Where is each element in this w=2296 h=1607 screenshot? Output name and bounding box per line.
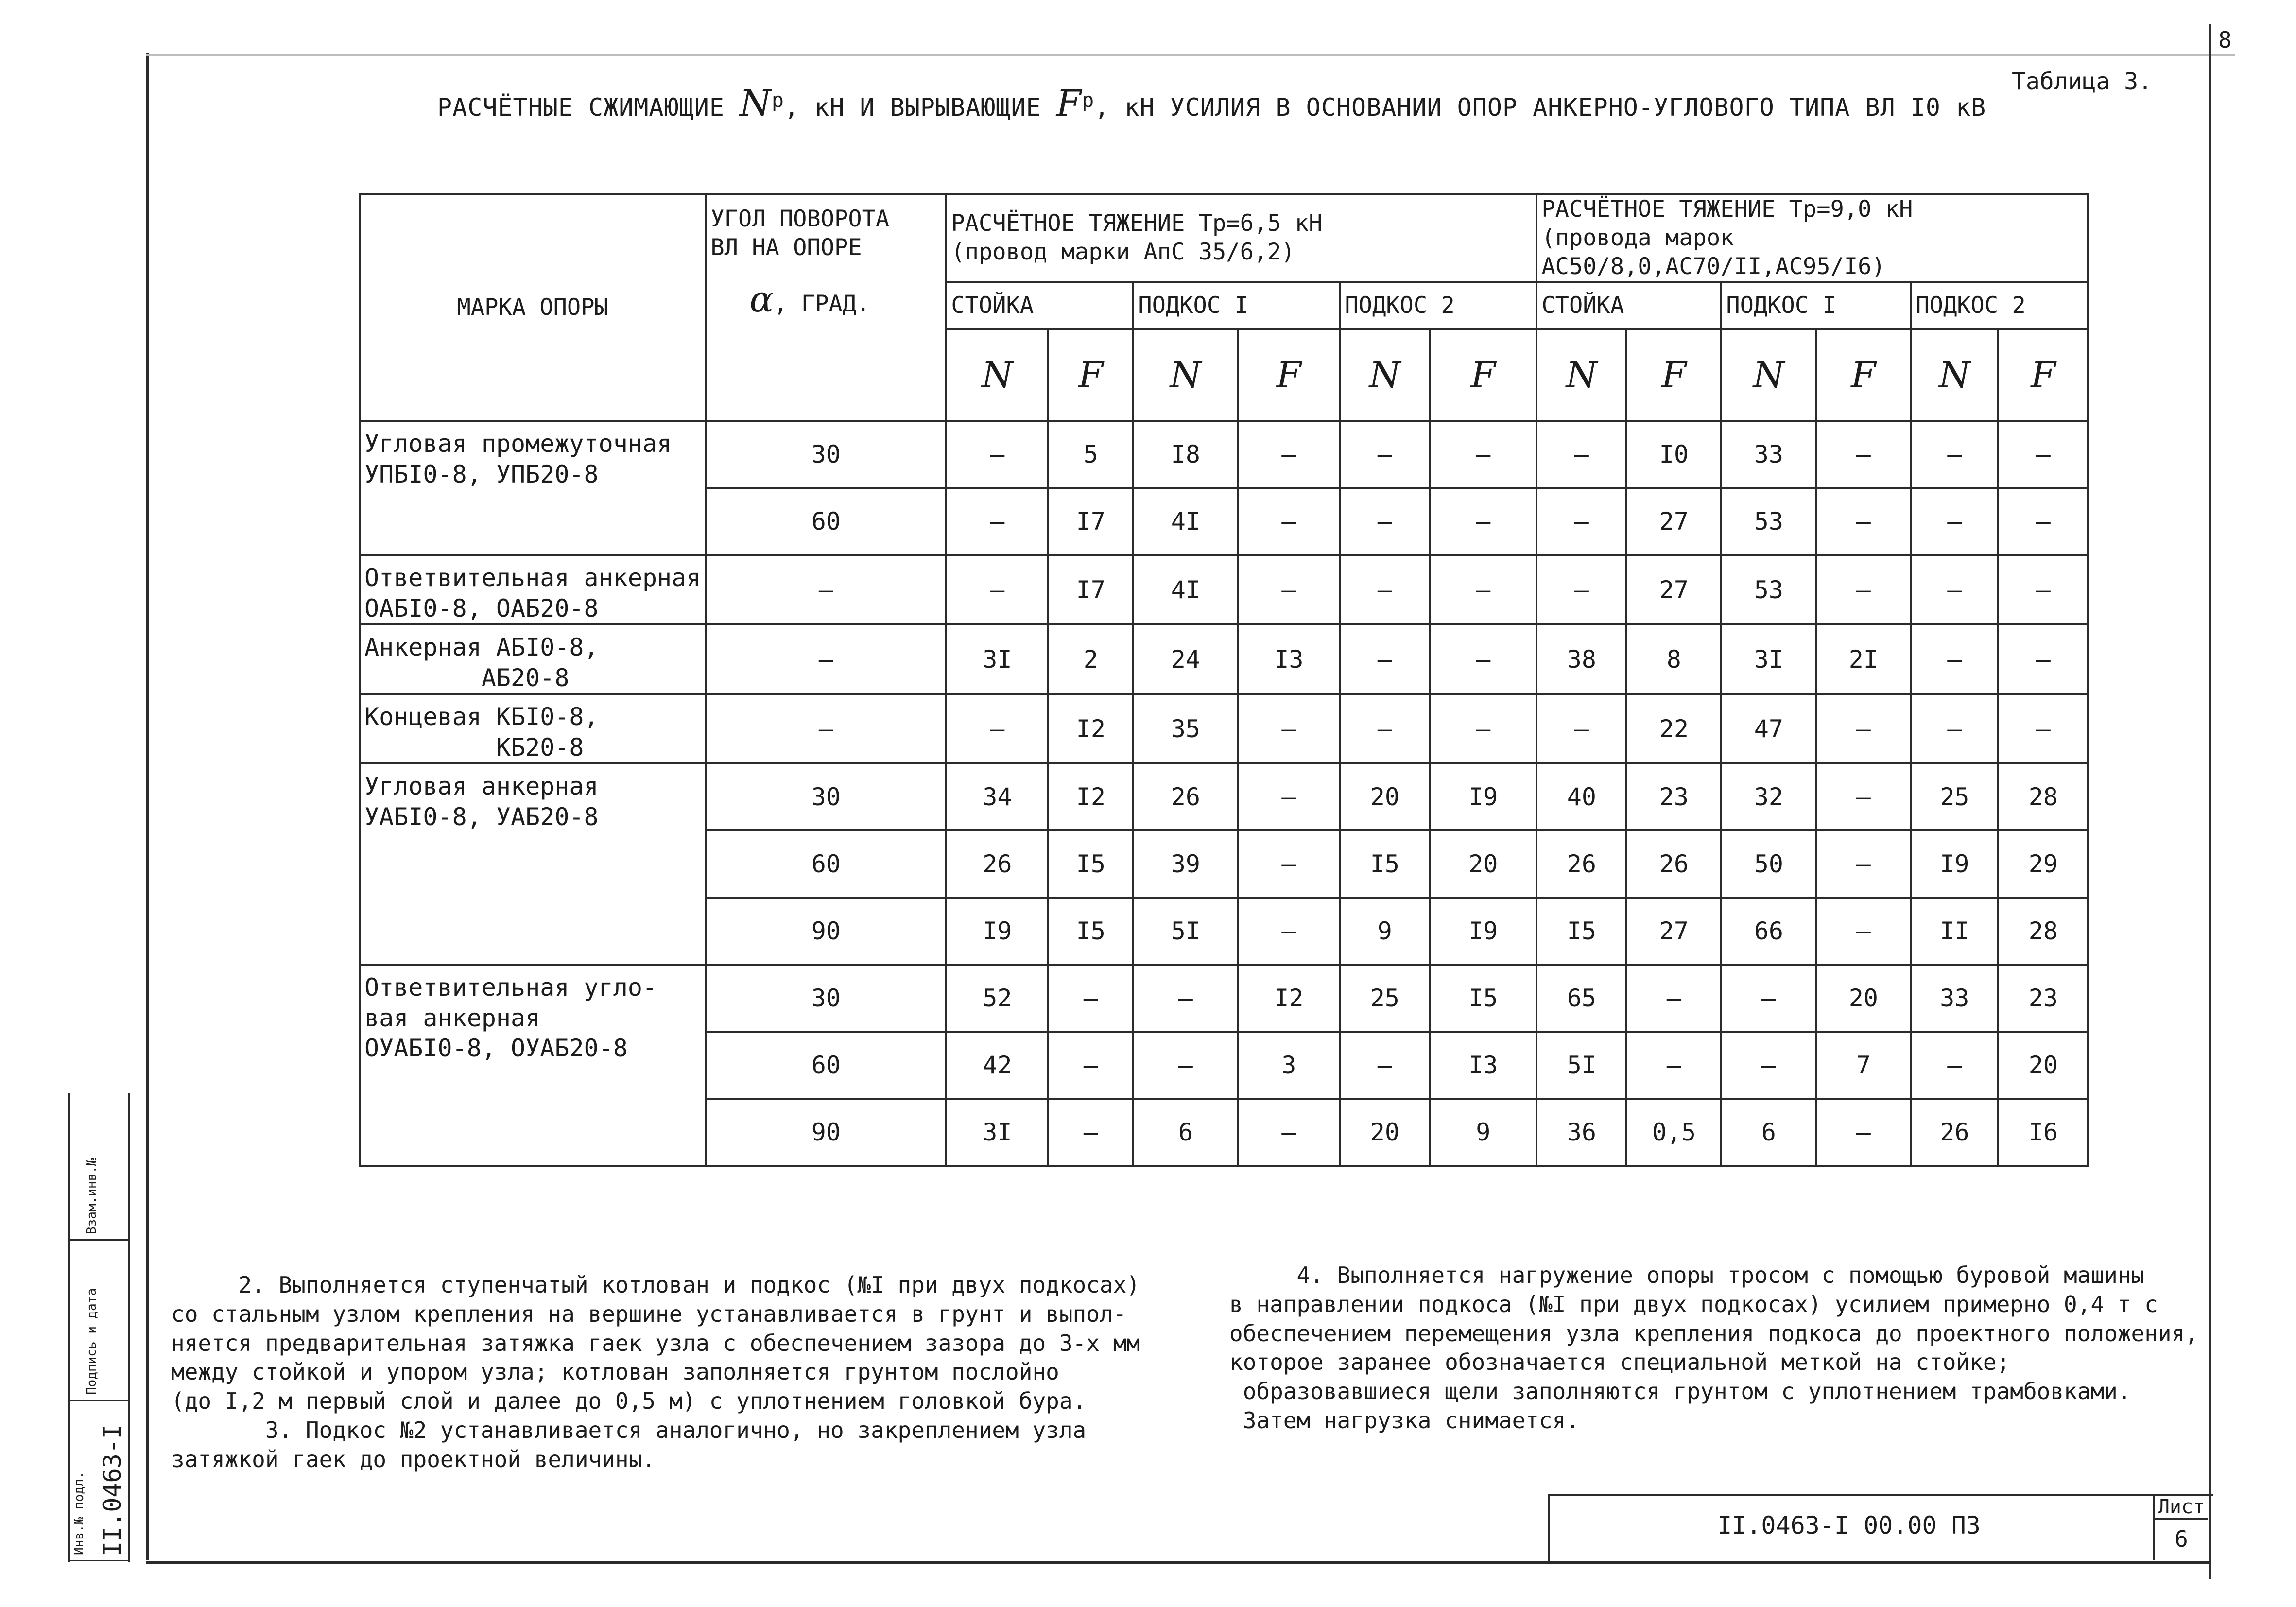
header-angle-unit-line [710,277,941,322]
table-label: Таблица 3. [2012,68,2152,95]
frame-left-border [146,53,149,1560]
header-group1-line1: РАСЧЁТНОЕ ТЯЖЕНИЕ Тр=6,5 кН [951,210,1323,237]
header-g1-podkos1: ПОДКОС I [1133,282,1340,329]
value-cell: – [1998,555,2088,624]
value-cell: 32 [1721,763,1816,830]
value-cell: I0 [1626,421,1721,488]
value-cell: I2 [1238,965,1340,1032]
value-cell: 33 [1721,421,1816,488]
side-sign-cell [70,1239,128,1401]
header-symbol-f: F [1998,329,2088,421]
header-symbol-n: N [946,329,1048,421]
value-cell: 7 [1816,1032,1911,1099]
value-cell: – [946,421,1048,488]
value-cell: – [1998,421,2088,488]
value-cell: – [1721,1032,1816,1099]
value-cell: 23 [1998,965,2088,1032]
value-cell: 6 [1133,1099,1238,1166]
value-cell: I3 [1238,624,1340,694]
value-cell: I7 [1048,488,1133,555]
value-cell: 2 [1048,624,1133,694]
angle-cell: 30 [706,965,946,1032]
header-symbol-n: N [1911,329,1998,421]
table-row [360,624,2088,694]
header-group2-line2: (провода марок АС50/8,0,АС70/II,АС95/I6) [1541,224,1885,280]
value-cell: 4I [1133,555,1238,624]
value-cell: I5 [1340,830,1430,898]
value-cell: 4I [1133,488,1238,555]
value-cell: – [1536,694,1626,763]
angle-alpha-symbol: α [749,278,774,320]
value-cell: I2 [1048,694,1133,763]
value-cell: – [1998,694,2088,763]
value-cell: 26 [946,830,1048,898]
angle-cell: 90 [706,1099,946,1166]
value-cell: – [1238,421,1340,488]
support-mark: Анкерная АБI0-8, АБ20-8 [360,624,706,694]
value-cell: – [1536,421,1626,488]
value-cell: – [1340,421,1430,488]
header-symbol-f: F [1816,329,1911,421]
header-group2 [1536,194,2088,282]
value-cell: – [946,488,1048,555]
value-cell: 53 [1721,488,1816,555]
value-cell: 22 [1626,694,1721,763]
support-mark: Угловая анкерная УАБI0-8, УАБ20-8 [360,763,706,965]
header-group2-line1: РАСЧЁТНОЕ ТЯЖЕНИЕ Тр=9,0 кН [1541,196,1913,223]
header-group1 [946,194,1536,282]
value-cell: I9 [946,898,1048,965]
side-sign-label: Подпись и дата [85,1288,99,1395]
value-cell: 28 [1998,763,2088,830]
title-f-symbol: F [1056,83,1082,124]
value-cell: 38 [1536,624,1626,694]
value-cell: – [1721,965,1816,1032]
value-cell: – [1430,421,1536,488]
value-cell: – [1340,694,1430,763]
value-cell: 0,5 [1626,1099,1721,1166]
value-cell: – [1816,694,1911,763]
angle-cell: – [706,555,946,624]
value-cell: 6 [1721,1099,1816,1166]
value-cell: – [1626,965,1721,1032]
value-cell: 3I [946,624,1048,694]
value-cell: – [1340,1032,1430,1099]
value-cell: – [1238,555,1340,624]
value-cell: – [1911,555,1998,624]
value-cell: – [1430,694,1536,763]
value-cell: 33 [1911,965,1998,1032]
value-cell: – [1048,965,1133,1032]
value-cell: I7 [1048,555,1133,624]
value-cell: 23 [1626,763,1721,830]
header-group1-line2: (провод марки АпС 35/6,2) [951,239,1295,266]
value-cell: 29 [1998,830,2088,898]
value-cell: – [1133,965,1238,1032]
value-cell: 26 [1911,1099,1998,1166]
value-cell: 52 [946,965,1048,1032]
note-right: 4. Выполняется нагружение опоры тросом с помощью буровой машины в направлении подкоса (№I при двух подкосах) усилием примерно 0,4 т с обеспечением перемещения узла крепления подкоса до проектного положения, которое заранее обозначается специальной меткой на стойке; образовавшиеся щели заполняются грунтом с уплотнением трамбовками. Затем нагрузка снимается. [1229,1262,2198,1434]
angle-cell: 30 [706,763,946,830]
header-angle [706,194,946,421]
side-stamp-strip [68,1093,130,1562]
value-cell: 8 [1626,624,1721,694]
value-cell: – [1816,1099,1911,1166]
value-cell: – [1536,488,1626,555]
sheet-label: Лист [2155,1496,2208,1520]
value-cell: I5 [1536,898,1626,965]
table-row [360,421,2088,488]
value-cell: – [1238,1099,1340,1166]
header-g2-stoyka: СТОЙКА [1536,282,1721,329]
value-cell: 5I [1133,898,1238,965]
value-cell: 53 [1721,555,1816,624]
value-cell: – [1430,555,1536,624]
side-swap-label: Взам.инв.№ [85,1158,99,1234]
title-part3: , кН УСИЛИЯ В ОСНОВАНИИ ОПОР АНКЕРНО-УГЛОВОГО ТИПА ВЛ I0 кВ [1094,93,1986,121]
frame-top-border [146,54,2235,56]
value-cell: – [1816,763,1911,830]
value-cell: – [1998,624,2088,694]
note-left: 2. Выполняется ступенчатый котлован и подкос (№I при двух подкосах) со стальным узлом крепления на вершине устанавливается в грунт и выпол- няется предварительная затяжка гаек узла с обеспечением зазора до 3-х мм между стойкой и упором узла; котлован заполняется грунтом послойно (до I,2 м первый слой и далее до 0,5 м) с уплотнением головкой бура. 3. Подкос №2 устанавливается аналогично, но закреплением узла затяжкой гаек до проектной величины. [171,1272,1140,1472]
title-n-superscript: р [771,88,784,112]
value-cell: – [1911,624,1998,694]
angle-cell: 30 [706,421,946,488]
value-cell: I3 [1430,1032,1536,1099]
value-cell: – [1340,488,1430,555]
value-cell: 24 [1133,624,1238,694]
value-cell: I5 [1430,965,1536,1032]
value-cell: – [1816,488,1911,555]
value-cell: 9 [1430,1099,1536,1166]
value-cell: 25 [1340,965,1430,1032]
value-cell: 25 [1911,763,1998,830]
value-cell: – [1238,830,1340,898]
value-cell: 36 [1536,1099,1626,1166]
document-title [437,83,1986,124]
header-g2-podkos1: ПОДКОС I [1721,282,1911,329]
title-n-symbol: N [740,83,772,124]
angle-cell: 60 [706,830,946,898]
value-cell: – [1430,488,1536,555]
value-cell: – [946,555,1048,624]
support-mark: Ответвительная угло- вая анкерная ОУАБI0-8, ОУАБ20-8 [360,965,706,1166]
header-symbol-f: F [1238,329,1340,421]
header-g1-stoyka: СТОЙКА [946,282,1133,329]
value-cell: – [1816,830,1911,898]
angle-cell: 60 [706,1032,946,1099]
title-block-code: II.0463-I 00.00 ПЗ [1717,1511,1981,1539]
header-symbol-f: F [1626,329,1721,421]
page-number: 8 [2209,25,2240,54]
side-code: II.0463-I [98,1424,126,1556]
value-cell: 3I [946,1099,1048,1166]
value-cell: – [1238,694,1340,763]
value-cell: – [1816,898,1911,965]
title-f-superscript: р [1082,88,1095,112]
value-cell: 47 [1721,694,1816,763]
value-cell: 5I [1536,1032,1626,1099]
value-cell: 3 [1238,1032,1340,1099]
value-cell: 35 [1133,694,1238,763]
table-row [360,694,2088,763]
forces-table [359,193,2089,1167]
value-cell: – [1911,694,1998,763]
support-mark: Угловая промежуточная УПБI0-8, УПБ20-8 [360,421,706,555]
value-cell: – [1340,624,1430,694]
value-cell: I5 [1048,830,1133,898]
side-inv-cell [70,1400,128,1561]
value-cell: – [1238,763,1340,830]
value-cell: – [1238,488,1340,555]
value-cell: I9 [1430,763,1536,830]
value-cell: – [1048,1099,1133,1166]
value-cell: I9 [1911,830,1998,898]
header-symbol-n: N [1340,329,1430,421]
angle-cell: – [706,624,946,694]
value-cell: – [1238,898,1340,965]
value-cell: I2 [1048,763,1133,830]
value-cell: 20 [1998,1032,2088,1099]
sheet-number: 6 [2175,1526,2188,1552]
value-cell: – [1048,1032,1133,1099]
value-cell: – [1626,1032,1721,1099]
value-cell: 20 [1430,830,1536,898]
angle-cell: 90 [706,898,946,965]
value-cell: 65 [1536,965,1626,1032]
value-cell: I6 [1998,1099,2088,1166]
title-part2: , кН И ВЫРЫВАЮЩИЕ [784,93,1056,121]
angle-cell: – [706,694,946,763]
table-row [360,555,2088,624]
side-inv-label: Инв.№ подл. [72,1471,86,1555]
value-cell: – [1536,555,1626,624]
header-symbol-n: N [1536,329,1626,421]
value-cell: 40 [1536,763,1626,830]
value-cell: I8 [1133,421,1238,488]
header-angle-line1: УГОЛ ПОВОРОТА [710,206,890,232]
header-mark: МАРКА ОПОРЫ [360,194,706,421]
table-row [360,763,2088,830]
value-cell: 27 [1626,555,1721,624]
value-cell: 66 [1721,898,1816,965]
value-cell: 39 [1133,830,1238,898]
header-symbol-n: N [1133,329,1238,421]
value-cell: 26 [1536,830,1626,898]
value-cell: 42 [946,1032,1048,1099]
side-swap-cell [70,1093,128,1241]
value-cell: – [1911,488,1998,555]
value-cell: – [1998,488,2088,555]
header-symbol-f: F [1430,329,1536,421]
value-cell: – [1340,555,1430,624]
value-cell: 27 [1626,488,1721,555]
value-cell: – [946,694,1048,763]
title-part1: РАСЧЁТНЫЕ СЖИМАЮЩИЕ [437,93,740,121]
value-cell: 20 [1340,1099,1430,1166]
value-cell: 28 [1998,898,2088,965]
value-cell: – [1816,555,1911,624]
value-cell: 27 [1626,898,1721,965]
value-cell: 50 [1721,830,1816,898]
header-angle-unit: , ГРАД. [774,290,870,317]
header-symbol-n: N [1721,329,1816,421]
value-cell: I5 [1048,898,1133,965]
header-g2-podkos2: ПОДКОС 2 [1911,282,2088,329]
table-row [360,965,2088,1032]
value-cell: 20 [1340,763,1430,830]
value-cell: 26 [1133,763,1238,830]
value-cell: 34 [946,763,1048,830]
value-cell: 26 [1626,830,1721,898]
header-angle-line2: ВЛ НА ОПОРЕ [710,234,862,261]
value-cell: I9 [1430,898,1536,965]
value-cell: – [1430,624,1536,694]
value-cell: II [1911,898,1998,965]
support-mark: Ответвительная анкерная ОАБI0-8, ОАБ20-8 [360,555,706,624]
value-cell: – [1133,1032,1238,1099]
value-cell: 3I [1721,624,1816,694]
support-mark: Концевая КБI0-8, КБ20-8 [360,694,706,763]
value-cell: 20 [1816,965,1911,1032]
header-symbol-f: F [1048,329,1133,421]
header-g1-podkos2: ПОДКОС 2 [1340,282,1536,329]
value-cell: 2I [1816,624,1911,694]
value-cell: – [1911,421,1998,488]
value-cell: 5 [1048,421,1133,488]
angle-cell: 60 [706,488,946,555]
value-cell: – [1911,1032,1998,1099]
value-cell: 9 [1340,898,1430,965]
value-cell: – [1816,421,1911,488]
